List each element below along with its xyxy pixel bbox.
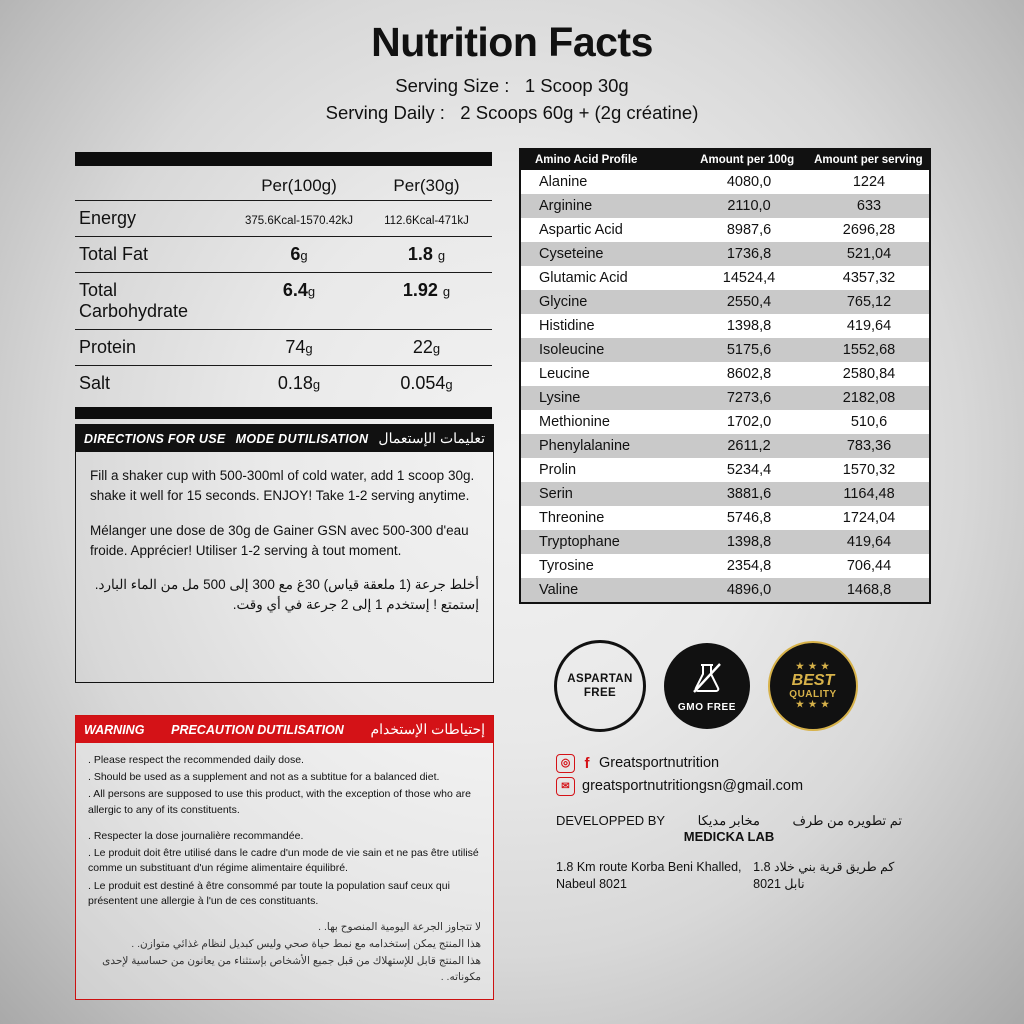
nutrient-name: Total Fat xyxy=(79,244,149,264)
email-address: greatsportnutritiongsn@gmail.com xyxy=(582,778,804,795)
directions-title-fr: MODE DUTILISATION xyxy=(235,431,369,446)
table-row xyxy=(75,329,492,365)
nutrient-per30 xyxy=(369,337,484,358)
gmo-free-label: GMO FREE xyxy=(677,702,737,713)
stars-icon-bottom: ★ ★ ★ xyxy=(795,699,831,710)
serving-info xyxy=(0,73,1024,127)
table-row xyxy=(521,386,929,410)
table-row xyxy=(521,170,929,194)
serving-size-value: 1 Scoop 30g xyxy=(524,75,629,97)
serving-daily-line xyxy=(0,100,1024,127)
table-row xyxy=(521,410,929,434)
nutrient-per100: 375.6Kcal-1570.42kJ xyxy=(244,215,354,227)
developer-lab-en: MEDICKA LAB xyxy=(683,828,775,844)
warning-line: . Should be used as a supplement and not as a subtitue for a balanced diet. xyxy=(88,771,440,784)
warning-line: هذا المنتج يمكن إستخدامه مع نمط حياة صحي وليس كبديل لنظام غذائي متوازن. . xyxy=(131,938,481,951)
warning-body xyxy=(76,743,493,999)
developed-by-label-en: DEVELOPPED BY xyxy=(556,813,666,828)
amino-header-name: Amino Acid Profile xyxy=(535,154,638,166)
nutrient-name: Salt xyxy=(79,373,111,393)
amino-name: Serin xyxy=(539,486,573,502)
amino-name: Lysine xyxy=(539,390,581,406)
amino-name: Glutamic Acid xyxy=(539,270,628,286)
nutrient-per30 xyxy=(369,373,484,394)
developer-block xyxy=(556,812,902,893)
serving-daily-label: Serving Daily : xyxy=(325,101,445,123)
table-row xyxy=(521,314,929,338)
social-line[interactable] xyxy=(556,752,803,775)
amino-per-serving: 2580,84 xyxy=(842,366,896,382)
amino-name: Threonine xyxy=(539,510,605,526)
amino-per-serving: 1164,48 xyxy=(843,486,895,502)
amino-name: Glycine xyxy=(539,294,588,310)
amino-name: Aspartic Acid xyxy=(539,222,623,238)
table-row xyxy=(75,365,492,401)
amino-per-serving: 521,04 xyxy=(846,246,892,262)
amino-per-serving: 1224 xyxy=(852,174,886,190)
amino-per100: 8987,6 xyxy=(726,222,772,238)
amino-per-serving: 633 xyxy=(856,198,882,214)
table-row xyxy=(521,482,929,506)
amino-per-serving: 2182,08 xyxy=(842,390,896,406)
warning-line-text: Please respect the recommended daily dose. xyxy=(93,754,304,766)
directions-text-ar: أخلط جرعة (1 ملعقة قياس) 30غ مع 300 إلى 500 مل من الماء البارد. إستمتع ! إستخدم 1 إلى 2 جرعة في أي وقت. xyxy=(94,577,479,613)
amino-per-serving: 1724,04 xyxy=(842,510,896,526)
amino-per-serving: 706,44 xyxy=(846,558,892,574)
amino-per-serving: 419,64 xyxy=(846,318,892,334)
aspartan-free-line1: ASPARTAN xyxy=(567,672,633,685)
amino-name: Alanine xyxy=(539,174,588,190)
flask-icon xyxy=(690,661,724,698)
nutrient-per100 xyxy=(229,373,369,394)
developer-lab-ar: مخابر مديكا xyxy=(697,813,760,828)
table-row xyxy=(521,338,929,362)
amino-header-per-serving: Amount per serving xyxy=(814,154,923,166)
amino-per100: 4080,0 xyxy=(726,174,772,190)
table-row xyxy=(75,236,492,272)
amino-per-serving: 419,64 xyxy=(846,534,892,550)
developed-by-label-ar: تم تطويره من طرف xyxy=(792,813,902,828)
value: 0.18 xyxy=(277,373,313,393)
warning-ar-block xyxy=(88,920,481,985)
directions-title-ar: تعليمات الإستعمال xyxy=(378,430,485,446)
warning-title-fr: PRECAUTION DUTILISATION xyxy=(171,722,344,737)
unit: g xyxy=(445,377,453,392)
unit: g xyxy=(432,341,441,356)
amino-per100: 7273,6 xyxy=(726,390,772,406)
amino-per-serving: 1552,68 xyxy=(842,342,896,358)
amino-table-header xyxy=(521,150,929,170)
amino-per-serving: 510,6 xyxy=(850,414,888,430)
table-row xyxy=(521,458,929,482)
amino-name: Histidine xyxy=(539,318,595,334)
amino-name: Cyseteine xyxy=(539,246,604,262)
table-row xyxy=(521,266,929,290)
amino-per100: 1702,0 xyxy=(726,414,772,430)
serving-size-line xyxy=(0,73,1024,100)
amino-name: Arginine xyxy=(539,198,593,214)
unit: g xyxy=(300,248,308,263)
warning-line-text: هذا المنتج قابل للإستهلاك من قبل جميع الأشخاص بإستثناء من يعانون من حساسية لإحدى مكوناته. xyxy=(102,955,481,983)
email-line[interactable] xyxy=(556,775,803,798)
amino-per100: 2550,4 xyxy=(726,294,772,310)
amino-per-serving: 1570,32 xyxy=(842,462,896,478)
best-quality-badge xyxy=(768,641,858,731)
directions-text-en: Fill a shaker cup with 500-300ml of cold water, add 1 scoop 30g. shake it well for 15 seconds. ENJOY! Take 1-2 serving anytime. xyxy=(90,468,475,504)
value: 74 xyxy=(285,337,306,357)
value: 0.054 xyxy=(400,373,446,393)
nutrient-name: Total Carbohydrate xyxy=(79,280,189,321)
warning-fr-block xyxy=(88,829,481,909)
table-row xyxy=(521,242,929,266)
amino-per100: 1398,8 xyxy=(726,534,772,550)
stars-icon: ★ ★ ★ xyxy=(795,660,831,671)
amino-per-serving: 765,12 xyxy=(846,294,892,310)
amino-per100: 14524,4 xyxy=(722,270,776,286)
table-row xyxy=(521,218,929,242)
gmo-free-badge xyxy=(664,643,750,729)
address-row xyxy=(556,859,902,893)
nutrition-table xyxy=(75,152,492,419)
nutrition-table-header xyxy=(75,166,492,200)
value: 6.4 xyxy=(282,280,308,300)
amino-per100: 4896,0 xyxy=(726,582,772,598)
nutrient-per30: 112.6Kcal-471kJ xyxy=(384,215,469,227)
unit: g xyxy=(442,284,451,299)
warning-line-text: Respecter la dose journalière recommandée. xyxy=(93,829,304,842)
value: 1.8 xyxy=(407,244,433,264)
nutrition-col1-header: Per(100g) xyxy=(261,176,337,195)
best-quality-line1: BEST xyxy=(791,671,835,689)
amino-per100: 5746,8 xyxy=(726,510,772,526)
amino-name: Phenylalanine xyxy=(539,438,631,454)
amino-per-serving: 1468,8 xyxy=(846,582,892,598)
aspartan-free-badge xyxy=(554,640,646,732)
amino-per-serving: 783,36 xyxy=(846,438,892,454)
directions-text-fr: Mélanger une dose de 30g de Gainer GSN avec 500-300 d'eau froide. Apprécier! Utiliser 1-2 serving à tout moment. xyxy=(90,522,469,558)
developer-row xyxy=(556,812,902,830)
amino-name: Prolin xyxy=(539,462,577,478)
table-row xyxy=(521,362,929,386)
amino-name: Isoleucine xyxy=(539,342,605,358)
address-ar: 1.8 كم طريق قرية بني خلاد نابل 8021 xyxy=(753,860,895,891)
amino-name: Valine xyxy=(539,582,579,598)
social-handle: Greatsportnutrition xyxy=(599,755,720,771)
warning-line: . Le produit doit être utilisé dans le cadre d'un mode de vie sain et ne pas être utilisé comme un substituant d'un régime alimentaire équilibré. xyxy=(88,847,479,875)
unit: g xyxy=(312,377,321,392)
table-row xyxy=(521,554,929,578)
amino-per100: 8602,8 xyxy=(726,366,772,382)
warning-line-text: هذا المنتج يمكن إستخدامه مع نمط حياة صحي وليس كبديل لنظام غذائي متوازن. xyxy=(137,938,481,951)
amino-per100: 2110,0 xyxy=(727,198,771,214)
nutrient-per100 xyxy=(229,337,369,358)
serving-size-label: Serving Size : xyxy=(395,75,510,97)
amino-per-serving: 4357,32 xyxy=(842,270,896,286)
nutrient-per30 xyxy=(369,244,484,265)
warning-line: هذا المنتج قابل للإستهلاك من قبل جميع الأشخاص بإستثناء من يعانون من حساسية لإحدى مكوناته. . xyxy=(102,955,481,983)
certification-badges xyxy=(554,640,858,732)
nutrient-per30 xyxy=(369,280,484,301)
amino-name: Tryptophane xyxy=(539,534,620,550)
unit: g xyxy=(305,341,313,356)
table-row xyxy=(75,272,492,329)
warning-header xyxy=(76,716,493,743)
value: 1.92 xyxy=(402,280,438,300)
unit: g xyxy=(307,284,316,299)
nutrient-name: Protein xyxy=(79,337,137,357)
directions-title-en: DIRECTIONS FOR USE xyxy=(84,431,226,446)
amino-name: Tyrosine xyxy=(539,558,594,574)
amino-per100: 5175,6 xyxy=(726,342,772,358)
warning-line: . Please respect the recommended daily dose. xyxy=(88,754,304,766)
best-quality-line2: QUALITY xyxy=(789,689,837,701)
warning-title-ar: إحتياطات الإستخدام xyxy=(370,721,485,737)
facebook-icon[interactable]: f xyxy=(584,754,590,772)
amino-per100: 5234,4 xyxy=(726,462,772,478)
value: 22 xyxy=(412,337,433,357)
table-row xyxy=(521,290,929,314)
mail-icon[interactable]: ✉ xyxy=(556,777,575,796)
warning-line-text: لا تتجاوز الجرعة اليومية المنصوح بها. xyxy=(323,920,481,933)
table-row xyxy=(521,530,929,554)
serving-daily-value: 2 Scoops 60g + (2g créatine) xyxy=(460,101,699,123)
warning-line-text: All persons are supposed to use this product, with the exception of those who are allergic to any of its constituents. xyxy=(88,788,471,816)
warning-line: لا تتجاوز الجرعة اليومية المنصوح بها. . xyxy=(318,920,481,933)
amino-acid-table xyxy=(519,148,931,604)
table-row xyxy=(75,200,492,236)
amino-per100: 1736,8 xyxy=(726,246,772,262)
contact-block xyxy=(556,752,803,798)
nutrient-per100 xyxy=(229,280,369,301)
warning-line: . Respecter la dose journalière recommandée. xyxy=(88,829,304,842)
directions-body xyxy=(76,452,493,682)
table-row xyxy=(521,194,929,218)
table-row xyxy=(521,434,929,458)
warning-title-en: WARNING xyxy=(84,722,145,737)
directions-box xyxy=(75,424,494,683)
nutrient-per100 xyxy=(229,244,369,265)
warning-line-text: Should be used as a supplement and not as a subtitue for a balanced diet. xyxy=(93,771,440,784)
page-title: Nutrition Facts xyxy=(371,19,653,65)
table-row xyxy=(521,578,929,602)
value: 6 xyxy=(290,244,301,264)
warning-line: . All persons are supposed to use this product, with the exception of those who are allergic to any of its constituents. xyxy=(88,788,471,816)
warning-box xyxy=(75,715,494,1000)
amino-header-per100: Amount per 100g xyxy=(700,154,795,166)
amino-name: Leucine xyxy=(539,366,590,382)
address-en: 1.8 Km route Korba Beni Khalled, Nabeul 8021 xyxy=(556,860,742,891)
nutrition-table-bottom-rule xyxy=(75,407,492,419)
nutrition-table-top-rule xyxy=(75,152,492,166)
table-row xyxy=(521,506,929,530)
amino-per100: 3881,6 xyxy=(726,486,772,502)
amino-name: Methionine xyxy=(539,414,610,430)
amino-per100: 2354,8 xyxy=(726,558,772,574)
amino-per100: 2611,2 xyxy=(727,438,771,454)
amino-per100: 1398,8 xyxy=(726,318,772,334)
directions-header xyxy=(76,425,493,452)
warning-line-text: Le produit est destiné à être consommé par toute la population sauf ceux qui présentent une allergie à l'un de ces constituants. xyxy=(88,879,450,907)
unit: g xyxy=(437,248,446,263)
nutrition-col2-header: Per(30g) xyxy=(393,176,460,195)
nutrient-name: Energy xyxy=(79,208,137,228)
amino-per-serving: 2696,28 xyxy=(842,222,896,238)
warning-line: . Le produit est destiné à être consommé par toute la population sauf ceux qui présentent une allergie à l'un de ces constituants. xyxy=(88,879,450,907)
warning-en-block xyxy=(88,753,481,818)
instagram-icon[interactable]: ◎ xyxy=(556,754,575,773)
warning-line-text: Le produit doit être utilisé dans le cadre d'un mode de vie sain et ne pas être utilisé comme un substituant d'un régime alimentaire équilibré. xyxy=(88,847,479,875)
aspartan-free-line2: FREE xyxy=(583,687,617,699)
